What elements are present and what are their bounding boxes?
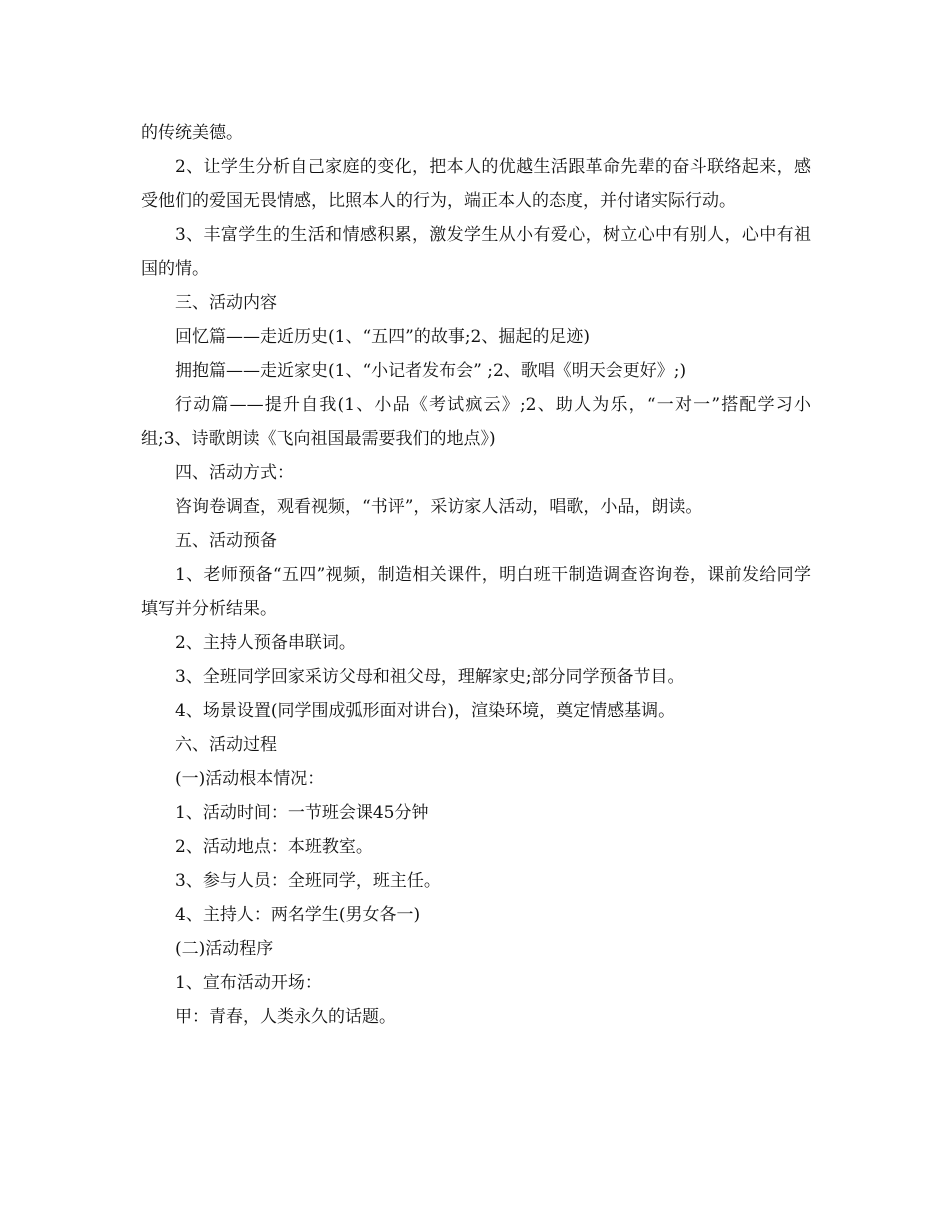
paragraph-13: 4、场景设置(同学围成弧形面对讲台)，渲染环境，奠定情感基调。 (175, 701, 676, 721)
paragraph-4: 回忆篇——走近历史(1、“五四”的故事;2、掘起的足迹) (175, 327, 591, 347)
paragraph-2: 3、丰富学生的生活和情感积累，激发学生从小有爱心，树立心中有别人，心中有祖国的情。 (141, 225, 811, 279)
paragraph-8: 咨询卷调查，观看视频，“书评”，采访家人活动，唱歌，小品，朗读。 (175, 497, 703, 517)
paragraph-16: 1、活动时间：一节班会课45分钟 (175, 803, 429, 823)
paragraph-5: 拥抱篇——走近家史(1、“小记者发布会” ;2、歌唱《明天会更好》;) (175, 361, 687, 381)
subsection-heading-program: (二)活动程序 (175, 939, 274, 959)
paragraph-19: 4、主持人：两名学生(男女各一) (175, 905, 421, 925)
paragraph-10: 1、老师预备“五四”视频，制造相关课件，明白班干制造调查咨询卷，课前发给同学填写并分析结果。 (141, 565, 811, 619)
paragraph-6: 行动篇——提升自我(1、小品《考试疯云》;2、助人为乐，“一对一”搭配学习小组;3、诗歌朗读《飞向祖国最需要我们的地点》) (141, 395, 811, 449)
paragraph-11: 2、主持人预备串联词。 (175, 633, 356, 653)
paragraph-18: 3、参与人员：全班同学，班主任。 (175, 871, 441, 891)
paragraph-0: 的传统美德。 (141, 123, 243, 143)
section-heading-activity-method: 四、活动方式： (175, 463, 294, 483)
paragraph-1: 2、让学生分析自己家庭的变化，把本人的优越生活跟革命先辈的奋斗联络起来，感受他们的爱国无畏情感，比照本人的行为，端正本人的态度，并付诸实际行动。 (141, 157, 811, 211)
section-heading-activity-content: 三、活动内容 (175, 293, 277, 313)
subsection-heading-basic-info: (一)活动根本情况： (175, 769, 325, 789)
section-heading-activity-preparation: 五、活动预备 (175, 531, 277, 551)
section-heading-activity-process: 六、活动过程 (175, 735, 277, 755)
paragraph-17: 2、活动地点：本班教室。 (175, 837, 373, 857)
paragraph-21: 1、宣布活动开场： (175, 973, 322, 993)
document-body (141, 116, 811, 1034)
paragraph-12: 3、全班同学回家采访父母和祖父母，理解家史;部分同学预备节目。 (175, 667, 685, 687)
paragraph-22: 甲：青春，人类永久的话题。 (175, 1007, 396, 1027)
